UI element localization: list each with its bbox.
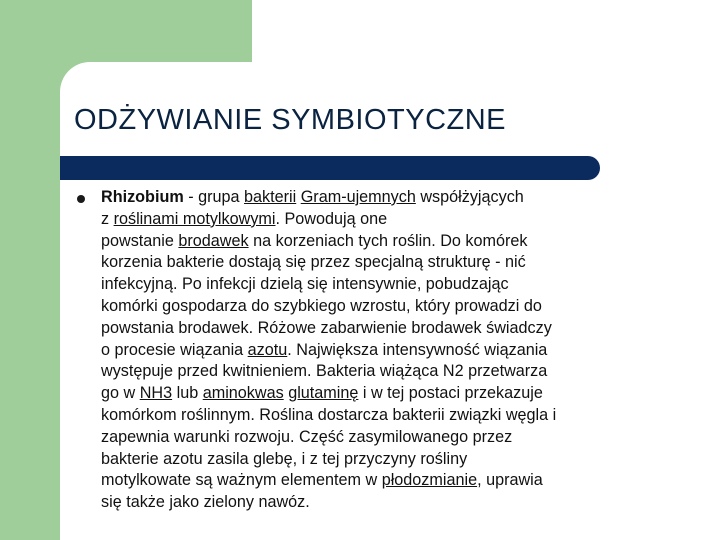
text-line xyxy=(101,187,691,209)
text-line xyxy=(101,405,691,427)
text-link[interactable]: aminokwas xyxy=(202,384,284,403)
text-segment: współżyjących xyxy=(415,188,524,206)
text-segment: występuje przed kwitnieniem. Bakteria wiążąca N2 przetwarza xyxy=(101,362,548,381)
text-segment: się także jako zielony nawóz. xyxy=(101,493,310,512)
text-segment: lub xyxy=(172,384,203,403)
text-segment: zapewnia warunki rozwoju. Część zasymilowanego przez xyxy=(101,427,513,446)
text-segment: . Największa intensywność wiązania xyxy=(287,340,548,359)
text-line xyxy=(101,318,691,340)
text-segment: komórkom roślinnym. Roślina dostarcza bakterii związki węgla i xyxy=(101,405,557,424)
text-line xyxy=(101,427,691,449)
text-line xyxy=(101,231,691,253)
text-line xyxy=(101,361,691,383)
text-segment: infekcyjną. Po infekcji dzielą się intensywnie, pobudzając xyxy=(101,275,509,294)
text-segment: i w tej postaci przekazuje xyxy=(358,384,543,403)
text-segment: bakterie azotu zasila glebę, i z tej przyczyny rośliny xyxy=(101,449,468,468)
text-link[interactable]: glutaminę xyxy=(288,384,359,403)
text-segment: , uprawia xyxy=(477,471,543,490)
text-segment: komórki gospodarza do szybkiego wzrostu, który prowadzi do xyxy=(101,296,542,315)
text-segment: o procesie wiązania xyxy=(101,340,248,359)
text-link[interactable]: roślinami motylkowymi xyxy=(113,209,276,228)
slide-title: ODŻYWIANIE SYMBIOTYCZNE xyxy=(74,104,507,136)
text-line xyxy=(101,492,691,514)
text-link[interactable]: brodawek xyxy=(178,231,249,250)
text-segment: powstania brodawek. Różowe zabarwienie brodawek świadczy xyxy=(101,318,552,337)
title-underline-bar xyxy=(60,156,600,180)
text-line xyxy=(101,470,691,492)
text-segment: - grupa xyxy=(183,188,245,206)
text-line xyxy=(101,383,691,405)
text-line xyxy=(101,252,691,274)
text-link[interactable]: Gram-ujemnych xyxy=(300,188,416,206)
bullet-text xyxy=(101,187,691,514)
bullet-dot-icon xyxy=(77,195,85,203)
text-segment: . Powodują one xyxy=(275,209,388,228)
text-link[interactable]: NH3 xyxy=(139,384,173,403)
text-line xyxy=(101,274,691,296)
text-line xyxy=(101,209,691,231)
text-link[interactable]: płodozmianie xyxy=(381,471,478,490)
text-segment: korzenia bakterie dostają się przez specjalną strukturę - nić xyxy=(101,253,526,272)
text-line xyxy=(101,296,691,318)
text-segment: go w xyxy=(101,384,140,403)
text-link[interactable]: azotu xyxy=(247,340,288,359)
text-link[interactable]: bakterii xyxy=(244,188,297,206)
text-segment: z xyxy=(101,209,114,228)
text-line xyxy=(101,340,691,362)
text-segment: motylkowate są ważnym elementem w xyxy=(101,471,382,490)
term-bold: Rhizobium xyxy=(101,188,184,206)
text-line xyxy=(101,449,691,471)
text-segment: powstanie xyxy=(101,231,179,250)
text-segment: na korzeniach tych roślin. Do komórek xyxy=(248,231,528,250)
